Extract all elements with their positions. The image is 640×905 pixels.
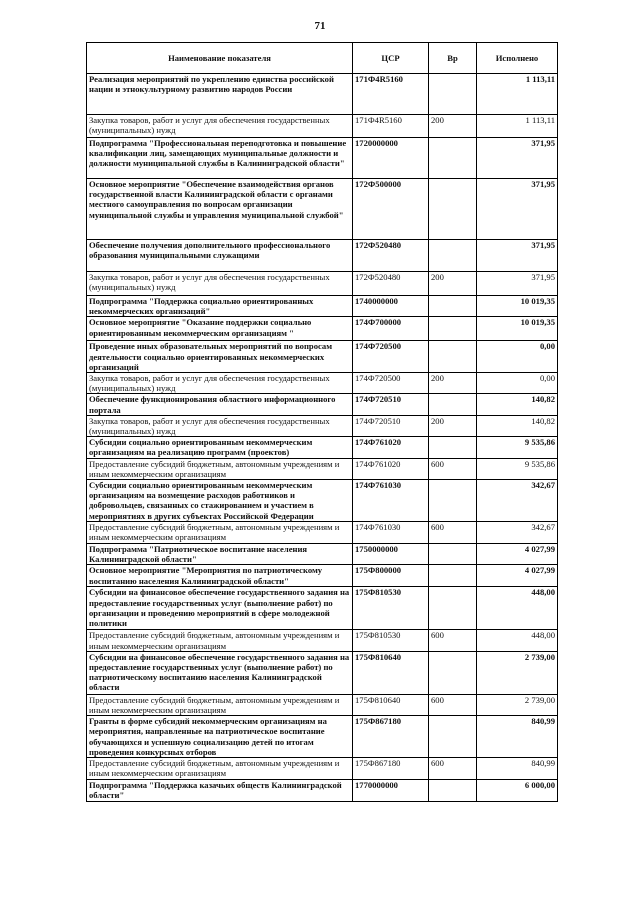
header-vr: Вр — [429, 43, 477, 74]
cell-vr: 600 — [429, 458, 477, 479]
cell-value: 9 535,86 — [477, 458, 558, 479]
cell-csr: 175Ф810530 — [353, 630, 429, 651]
cell-value: 2 739,00 — [477, 651, 558, 694]
cell-name: Закупка товаров, работ и услуг для обеспечения государственных (муниципальных) нужд — [87, 373, 353, 394]
cell-value: 2 739,00 — [477, 694, 558, 715]
cell-csr: 1720000000 — [353, 138, 429, 179]
cell-vr — [429, 651, 477, 694]
cell-vr: 200 — [429, 272, 477, 296]
table-row — [87, 415, 558, 436]
cell-csr: 175Ф867180 — [353, 716, 429, 758]
cell-value: 371,95 — [477, 272, 558, 296]
cell-value: 840,99 — [477, 716, 558, 758]
table-row — [87, 240, 558, 272]
cell-value: 1 113,11 — [477, 74, 558, 115]
cell-vr — [429, 780, 477, 801]
cell-vr — [429, 437, 477, 458]
cell-name: Подпрограмма "Поддержка казачьих обществ Калининградской области" — [87, 780, 353, 801]
table-row — [87, 394, 558, 415]
cell-value: 840,99 — [477, 758, 558, 780]
cell-value: 6 000,00 — [477, 780, 558, 801]
cell-vr: 200 — [429, 415, 477, 436]
cell-value: 448,00 — [477, 587, 558, 630]
cell-name: Обеспечение получения дополнительного профессионального образования муниципальными служащими — [87, 240, 353, 272]
table-row — [87, 694, 558, 715]
table-row — [87, 716, 558, 758]
cell-value: 448,00 — [477, 630, 558, 651]
cell-value: 10 019,35 — [477, 317, 558, 341]
cell-name: Основное мероприятие "Оказание поддержки социально ориентированным некоммерческим организациям " — [87, 317, 353, 341]
cell-csr: 171Ф4R5160 — [353, 115, 429, 138]
table-row — [87, 272, 558, 296]
cell-vr — [429, 341, 477, 373]
cell-csr: 175Ф800000 — [353, 565, 429, 587]
cell-csr: 174Ф720510 — [353, 394, 429, 415]
cell-value: 10 019,35 — [477, 296, 558, 317]
cell-csr: 175Ф810640 — [353, 694, 429, 715]
cell-value: 342,67 — [477, 522, 558, 544]
cell-vr — [429, 138, 477, 179]
table-row — [87, 341, 558, 373]
table-row — [87, 296, 558, 317]
cell-name: Закупка товаров, работ и услуг для обеспечения государственных (муниципальных) нужд — [87, 115, 353, 138]
cell-value: 371,95 — [477, 179, 558, 240]
cell-name: Субсидии социально ориентированным некоммерческим организациям на возмещение расходов работников и добровольцев, связанных со стажированием и участием в мероприятиях в других субъектах Российской Федерации — [87, 480, 353, 522]
cell-value: 9 535,86 — [477, 437, 558, 458]
cell-name: Субсидии на финансовое обеспечение государственного задания на предоставление государственных услуг (выполнение работ) по патриотическому воспитанию населения Калининградской области — [87, 651, 353, 694]
cell-vr — [429, 74, 477, 115]
cell-vr: 600 — [429, 522, 477, 544]
cell-vr: 600 — [429, 758, 477, 780]
cell-csr: 174Ф761030 — [353, 480, 429, 522]
table-row — [87, 587, 558, 630]
cell-vr: 600 — [429, 630, 477, 651]
table-header-row — [87, 43, 558, 74]
cell-name: Обеспечение функционирования областного информационного портала — [87, 394, 353, 415]
table-row — [87, 758, 558, 780]
cell-name: Закупка товаров, работ и услуг для обеспечения государственных (муниципальных) нужд — [87, 272, 353, 296]
cell-csr: 172Ф500000 — [353, 179, 429, 240]
table-row — [87, 544, 558, 565]
cell-name: Реализация мероприятий по укреплению единства российской нации и этнокультурному развитию народов России — [87, 74, 353, 115]
cell-csr: 174Ф700000 — [353, 317, 429, 341]
table-row — [87, 115, 558, 138]
budget-table — [86, 42, 558, 802]
page-number: 71 — [314, 20, 326, 32]
table-row — [87, 630, 558, 651]
cell-vr — [429, 394, 477, 415]
cell-vr: 200 — [429, 115, 477, 138]
cell-csr: 175Ф867180 — [353, 758, 429, 780]
cell-value: 1 113,11 — [477, 115, 558, 138]
cell-csr: 174Ф720500 — [353, 341, 429, 373]
cell-value: 371,95 — [477, 138, 558, 179]
cell-value: 371,95 — [477, 240, 558, 272]
table-body — [87, 74, 558, 802]
cell-name: Подпрограмма "Патриотическое воспитание населения Калининградской области" — [87, 544, 353, 565]
table-row — [87, 458, 558, 479]
cell-value: 342,67 — [477, 480, 558, 522]
cell-name: Предоставление субсидий бюджетным, автономным учреждениям и иным некоммерческим организациям — [87, 630, 353, 651]
cell-vr: 600 — [429, 694, 477, 715]
cell-csr: 175Ф810640 — [353, 651, 429, 694]
table-row — [87, 522, 558, 544]
cell-value: 0,00 — [477, 341, 558, 373]
table-row — [87, 317, 558, 341]
table-row — [87, 565, 558, 587]
cell-value: 0,00 — [477, 373, 558, 394]
table-row — [87, 179, 558, 240]
table-row — [87, 74, 558, 115]
cell-name: Субсидии на финансовое обеспечение государственного задания на предоставление государственных услуг (выполнение работ) по организации и проведению мероприятий в сфере молодежной политики — [87, 587, 353, 630]
cell-vr — [429, 240, 477, 272]
cell-csr: 1750000000 — [353, 544, 429, 565]
cell-csr: 174Ф761020 — [353, 437, 429, 458]
cell-name: Предоставление субсидий бюджетным, автономным учреждениям и иным некоммерческим организациям — [87, 694, 353, 715]
cell-csr: 1740000000 — [353, 296, 429, 317]
cell-csr: 174Ф761020 — [353, 458, 429, 479]
cell-csr: 174Ф720510 — [353, 415, 429, 436]
cell-csr: 1770000000 — [353, 780, 429, 801]
cell-csr: 174Ф720500 — [353, 373, 429, 394]
cell-name: Предоставление субсидий бюджетным, автономным учреждениям и иным некоммерческим организациям — [87, 458, 353, 479]
table-row — [87, 651, 558, 694]
cell-name: Основное мероприятие "Мероприятия по патриотическому воспитанию населения Калининградской области" — [87, 565, 353, 587]
cell-name: Основное мероприятие "Обеспечение взаимодействия органов государственной власти Калининградской области с органами местного самоуправления по вопросам организации муниципальной службы и управления муниципальной службой" — [87, 179, 353, 240]
cell-csr: 172Ф520480 — [353, 272, 429, 296]
cell-csr: 175Ф810530 — [353, 587, 429, 630]
cell-name: Подпрограмма "Профессиональная переподготовка и повышение квалификации лиц, замещающих муниципальные должности и должности муниципальной службы в Калининградской области" — [87, 138, 353, 179]
cell-vr — [429, 716, 477, 758]
cell-value: 140,82 — [477, 415, 558, 436]
header-csr: ЦСР — [353, 43, 429, 74]
cell-csr: 174Ф761030 — [353, 522, 429, 544]
cell-vr: 200 — [429, 373, 477, 394]
cell-name: Гранты в форме субсидий некоммерческим организациям на мероприятия, направленные на патриотическое воспитание обучающихся и успешную социализацию детей по итогам проведения конкурсных отборов — [87, 716, 353, 758]
cell-name: Предоставление субсидий бюджетным, автономным учреждениям и иным некоммерческим организациям — [87, 758, 353, 780]
table-row — [87, 138, 558, 179]
header-name: Наименование показателя — [87, 43, 353, 74]
cell-value: 140,82 — [477, 394, 558, 415]
cell-name: Закупка товаров, работ и услуг для обеспечения государственных (муниципальных) нужд — [87, 415, 353, 436]
table-row — [87, 437, 558, 458]
table-row — [87, 780, 558, 801]
table-row — [87, 373, 558, 394]
cell-csr: 171Ф4R5160 — [353, 74, 429, 115]
cell-name: Проведение иных образовательных мероприятий по вопросам деятельности социально ориентированных некоммерческих организаций — [87, 341, 353, 373]
cell-value: 4 027,99 — [477, 565, 558, 587]
cell-value: 4 027,99 — [477, 544, 558, 565]
cell-vr — [429, 587, 477, 630]
cell-vr — [429, 565, 477, 587]
cell-csr: 172Ф520480 — [353, 240, 429, 272]
cell-vr — [429, 296, 477, 317]
cell-name: Субсидии социально ориентированным некоммерческим организациям на реализацию программ (проектов) — [87, 437, 353, 458]
table-row — [87, 480, 558, 522]
cell-name: Предоставление субсидий бюджетным, автономным учреждениям и иным некоммерческим организациям — [87, 522, 353, 544]
header-value: Исполнено — [477, 43, 558, 74]
cell-vr — [429, 179, 477, 240]
cell-name: Подпрограмма "Поддержка социально ориентированных некоммерческих организаций" — [87, 296, 353, 317]
cell-vr — [429, 544, 477, 565]
cell-vr — [429, 480, 477, 522]
cell-vr — [429, 317, 477, 341]
